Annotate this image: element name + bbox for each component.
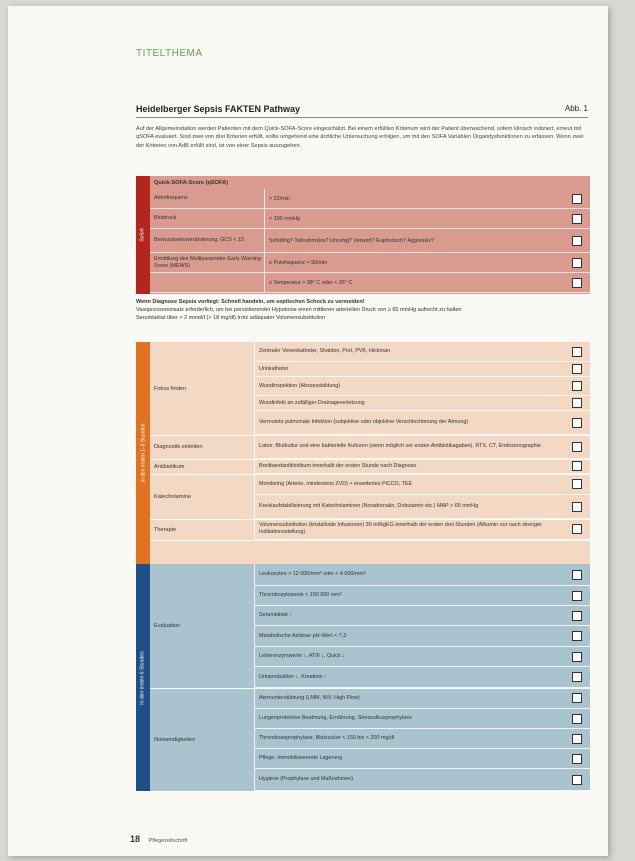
qsofa-value: > 22/min xyxy=(264,189,566,208)
checkbox[interactable] xyxy=(572,502,582,512)
list-item xyxy=(254,709,590,729)
item-text: Thrombozytopenie < 150 000 mm³ xyxy=(254,586,566,605)
qsofa-row xyxy=(150,253,590,273)
list-item xyxy=(254,606,590,626)
fakten-sidebar: In den ersten 1–3 Stunden xyxy=(136,342,150,564)
group-category: Katecholamine xyxy=(154,493,192,500)
figure-title: Heidelberger Sepsis FAKTEN Pathway Abb. 1 xyxy=(136,104,588,118)
group-category: Evaluation xyxy=(154,623,181,629)
note-line: Vasopressoreinsatz erforderlich, um bei persistierender Hypotonie einen mittleren arteriellen Druck von ≥ 65 mmHg aufrecht zu halten xyxy=(136,306,462,313)
checkbox[interactable] xyxy=(572,775,582,785)
list-item xyxy=(254,519,590,540)
item-text: Atemunterstützung (LMM, NIV, High Flow) xyxy=(254,688,566,708)
item-text: Wundinfekt an zufälliger Drainageverletzung xyxy=(254,396,566,410)
sepsis-note xyxy=(136,299,586,322)
list-item xyxy=(254,729,590,749)
page-footer xyxy=(130,834,187,844)
qsofa-row xyxy=(150,209,590,229)
checkbox[interactable] xyxy=(572,278,582,288)
checkbox[interactable] xyxy=(572,611,582,621)
section-label: TITELTHEMA xyxy=(136,48,203,59)
list-item xyxy=(254,688,590,709)
checkbox[interactable] xyxy=(572,214,582,224)
qsofa-value: Schläfrig? Teilnahmslos? Unruhig? Verwirrt? Euphorisch? Aggressiv? xyxy=(264,229,566,252)
list-item xyxy=(254,474,590,495)
checkbox[interactable] xyxy=(572,754,582,764)
checkbox[interactable] xyxy=(572,631,582,641)
checkbox[interactable] xyxy=(572,236,582,246)
intro-text: Auf der Allgemeinstation werden Patienten mit dem Quick-SOFA-Score eingeschätzt. Bei einem erfüllten Kriterium wird der Patient überwachend, sofern klinisch indiziert, erneut mit qSOFA evaluiert. Sind zwei von drei Kriterien erfüllt, sollte umgehend eine ärztliche Untersuchung erfolgen, um mit den SOFA Variablen Organdysfunktionen zu erfassen. Wenn zwei der Kriterien von AdB erfüllt sind, ist von einer Sepsis auszugehen. xyxy=(136,126,584,149)
note-bold: Wenn Diagnose Sepsis vorliegt: Schnell handeln, um septischen Schock zu vermeiden! xyxy=(136,299,365,305)
checkbox[interactable] xyxy=(572,398,582,408)
checkbox[interactable] xyxy=(572,364,582,374)
checkbox[interactable] xyxy=(572,418,582,428)
list-item xyxy=(254,495,590,519)
checkbox[interactable] xyxy=(572,347,582,357)
list-item xyxy=(254,411,590,435)
group-category: Diagnostik einleiten xyxy=(154,444,203,450)
group-items xyxy=(254,519,590,540)
list-item xyxy=(254,377,590,396)
item-text: Hygiene (Prophylaxe und Maßnahmen) xyxy=(254,769,566,790)
qsofa-value: ≥ Pulsfrequenz > 90/min xyxy=(264,253,566,272)
group-items xyxy=(254,688,590,791)
list-item xyxy=(254,342,590,362)
item-text: Urinkatheter xyxy=(254,362,566,376)
qsofa-header: Quick-SOFA-Score (qSOFA) xyxy=(154,179,228,186)
checkbox[interactable] xyxy=(572,524,582,534)
document-page xyxy=(8,6,608,856)
qsofa-row xyxy=(150,189,590,209)
item-text: Vermutete pulmonale Infektion (subjektive oder objektive Verschlechterung der Atmung) xyxy=(254,411,566,434)
note-line: Serumlaktat über > 2 mmol/l (> 18 mg/dl) trotz adäquater Volumensubstitution xyxy=(136,314,326,321)
qsofa-sidebar: Sofort xyxy=(136,176,150,294)
checkbox[interactable] xyxy=(572,461,582,471)
table-group xyxy=(150,342,590,436)
group-items xyxy=(254,435,590,459)
item-text: Leukozyten > 12 000/mm³ oder < 4 000/mm³ xyxy=(254,564,566,585)
list-item xyxy=(254,769,590,791)
qsofa-criterion: Bewusstseinsveränderung, GCS < 15 xyxy=(154,237,245,243)
checkbox[interactable] xyxy=(572,570,582,580)
item-text: Lungenprotektive Beatmung, Ernährung, Stressulkusprophylaxe xyxy=(254,709,566,728)
sofa-table xyxy=(136,564,590,791)
list-item xyxy=(254,586,590,606)
list-item xyxy=(254,749,590,769)
item-text: Thromboseprophylaxe, Blutzucker < 150 bis < 200 mg/dl xyxy=(254,729,566,748)
qsofa-table xyxy=(136,176,590,294)
group-category: Notwendigkeiten xyxy=(154,736,196,743)
page-number: 18 xyxy=(130,834,141,844)
list-item xyxy=(254,647,590,667)
list-item xyxy=(254,362,590,377)
figure-label: Abb. 1 xyxy=(564,104,588,113)
checkbox[interactable] xyxy=(572,652,582,662)
list-item xyxy=(254,396,590,411)
table-group xyxy=(150,519,590,541)
group-items xyxy=(254,342,590,435)
list-item xyxy=(254,667,590,688)
checkbox[interactable] xyxy=(572,693,582,703)
qsofa-criterion: Ermittlung des Multiparameter Early Warning Score (MEWS) xyxy=(154,255,262,269)
qsofa-criterion: Atemfrequenz xyxy=(154,195,188,201)
group-items xyxy=(254,564,590,688)
checkbox[interactable] xyxy=(572,734,582,744)
table-group xyxy=(150,459,590,475)
group-category: Antibiotikum xyxy=(154,463,185,470)
list-item xyxy=(254,435,590,459)
checkbox[interactable] xyxy=(572,591,582,601)
checkbox[interactable] xyxy=(572,672,582,682)
item-text: Breitbandantibiotikum innerhalb der ersten Stunde nach Diagnose xyxy=(254,459,566,473)
item-text: Pflege, Immobilisierende Lagerung xyxy=(254,749,566,768)
group-items xyxy=(254,474,590,519)
table-group xyxy=(150,564,590,689)
item-text: Wundinspektion (Abszessbildung) xyxy=(254,377,566,395)
item-text: Leberenzymwerte ↑, ATIII ↓, Quick ↓ xyxy=(254,647,566,666)
item-text: Metabolische Azidose pH-Wert < 7,3 xyxy=(254,626,566,646)
list-item xyxy=(254,564,590,586)
list-item xyxy=(254,459,590,474)
item-text: Labor, Blutkultur und eine bakterielle Kulturen (wenn möglich vor ersten Antibiotikagaben), RTX, CT, Endosonographie xyxy=(254,435,566,458)
item-text: Kreislaufstabilisierung mit Katecholaminen (Noradrenalin, Dobutamin etc.) MAP > 65 mmHg xyxy=(254,495,566,518)
checkbox[interactable] xyxy=(572,258,582,268)
item-text: Monitoring (Arterie, mindestens ZVD) + erweitertes PiCCO, TEE xyxy=(254,474,566,494)
checkbox[interactable] xyxy=(572,194,582,204)
item-text: Zentraler Venenkatheter, Shaldon, Port, PVK, Hickman xyxy=(254,342,566,361)
table-group xyxy=(150,435,590,460)
qsofa-criterion: Blutdruck xyxy=(154,215,177,221)
checkbox[interactable] xyxy=(572,442,582,452)
item-text: Serumlaktat ↑ xyxy=(254,606,566,625)
group-category: Fokus finden xyxy=(154,385,187,392)
fakten-table xyxy=(136,342,590,564)
sofa-sidebar: In den ersten 6 Stunden xyxy=(136,564,150,791)
item-text: Urinproduktion ↓, Kreatinin ↑ xyxy=(254,667,566,687)
qsofa-value: < 100 mmHg xyxy=(264,209,566,228)
qsofa-row xyxy=(150,229,590,253)
qsofa-row xyxy=(150,273,590,293)
checkbox[interactable] xyxy=(572,381,582,391)
item-text: Volumensubstitution (kristalloide Infusionen) 30 ml/kgKG innerhalb der ersten drei Stunden (Albumin nur nach strenger Indikationsstellung) xyxy=(254,519,566,539)
list-item xyxy=(254,626,590,647)
journal-name: Pflegezeitschrift xyxy=(148,838,188,844)
table-group xyxy=(150,688,590,792)
checkbox[interactable] xyxy=(572,479,582,489)
checkbox[interactable] xyxy=(572,714,582,724)
table-group xyxy=(150,474,590,520)
qsofa-value: ≥ Temperatur > 38° C oder < 36° C xyxy=(264,273,566,292)
group-category: Therapie xyxy=(154,526,177,533)
group-items xyxy=(254,459,590,474)
